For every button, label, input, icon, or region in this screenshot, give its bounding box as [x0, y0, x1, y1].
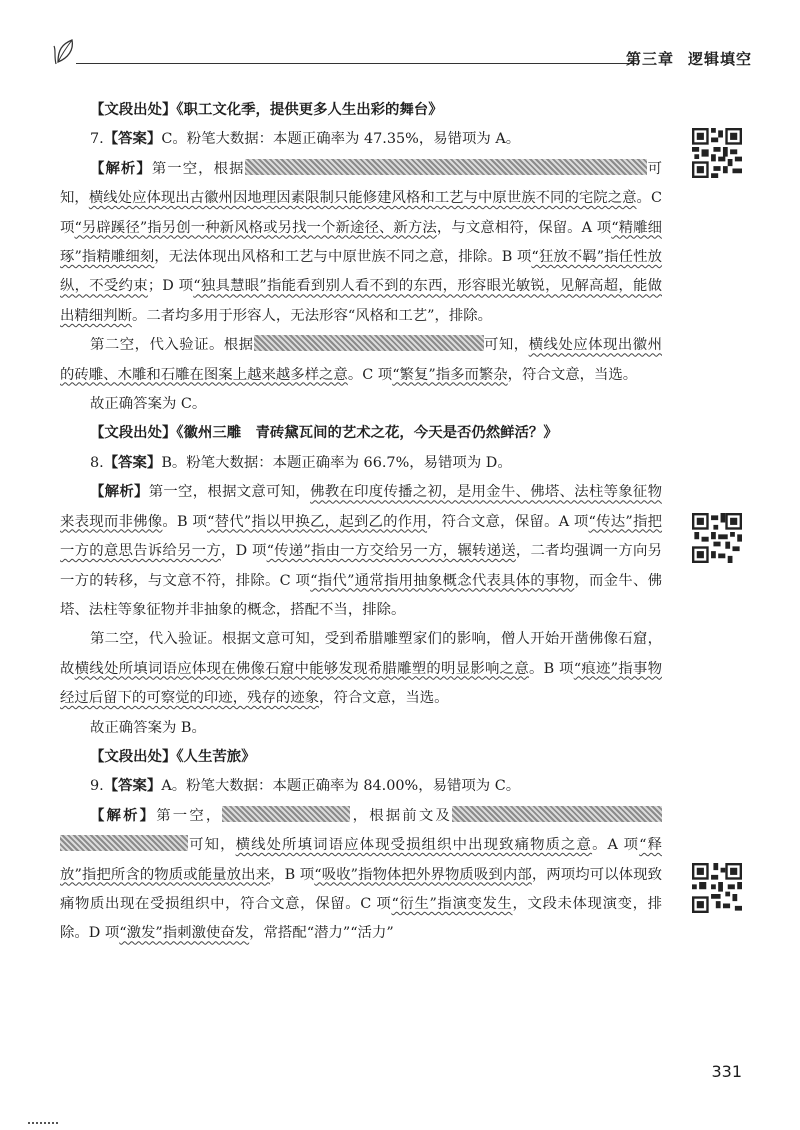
source-line	[60, 96, 662, 125]
key-phrase: “繁复”指多而繁杂	[392, 366, 508, 383]
key-phrase: “精雕细琢”指精雕细刻	[60, 219, 662, 266]
analysis-text: 第二空，代入验证。根据	[90, 337, 254, 354]
answer-line	[60, 125, 662, 154]
conclusion-line: 故正确答案为 C。	[90, 396, 207, 413]
analysis-text: ，符合文意，保留。A 项	[427, 513, 589, 530]
answer-text: B。粉笔大数据：本题正确率为 66.7%，易错项为 D。	[161, 454, 512, 471]
analysis-text: ，D 项	[220, 543, 267, 560]
source-tag: 【文段出处】	[90, 102, 177, 118]
key-phrase: “狂放不羁”指任性放纵，不受约束	[60, 249, 663, 295]
analysis-text: ，无法体现出风格和工艺与中原世族不同之意，排除。B 项	[154, 249, 532, 266]
source-line	[60, 743, 662, 772]
redacted-text	[254, 335, 484, 351]
key-phrase: “吸收”指物体把外界物质吸到内部	[314, 866, 532, 883]
analysis-text: ，根据前文及	[350, 807, 452, 824]
conclusion-line: 故正确答案为 B。	[90, 719, 206, 736]
analysis-text: ，两项均可以体现致痛物质出现在受损组织中，符合文意，保留。C 项	[60, 866, 662, 912]
header-rule	[76, 63, 636, 64]
analysis-text: 第一空，根据文意可知，	[148, 484, 311, 501]
question-number: 7.	[90, 131, 104, 148]
analysis-text: 第二空，代入验证。根据文意可知，受到希腊雕塑家们的影响，僧人开始开凿佛像石窟，故	[60, 631, 662, 677]
answer-tag: 【答案】	[103, 131, 162, 148]
analysis-text: 第一空，	[156, 807, 223, 824]
analysis-text: 。二者均多用于形容人，无法形容“风格和工艺”，排除。	[131, 307, 493, 324]
analysis-paragraph	[60, 802, 662, 949]
analysis-text: ，B 项	[270, 866, 315, 883]
analysis-text: ，与文意相符，保留。A 项	[436, 219, 612, 236]
key-phrase: “独具慧眼”指能看到别人看不到的东西，形容眼光敏锐，见解高超，能做出精细判断	[60, 278, 662, 324]
section-title: 逻辑填空	[687, 50, 752, 68]
analysis-text: ，符合文意，当选。	[319, 690, 449, 707]
analysis-text: 可知，	[60, 160, 662, 207]
redacted-text	[245, 159, 545, 175]
answer-tag: 【答案】	[103, 454, 162, 471]
leaf-icon	[52, 36, 82, 66]
analysis-text: 可知，	[188, 837, 236, 854]
answer-tag: 【答案】	[103, 778, 162, 795]
key-phrase: “传递”指由一方交给另一方，辗转递送	[266, 543, 516, 560]
redacted-text	[452, 806, 662, 822]
analysis-text: ，二者均强调一方向另一方的转移，与文意不符，排除。C 项	[60, 543, 662, 589]
key-phrase: “激发”指刺激使奋发	[119, 925, 250, 942]
key-phrase: “另辟蹊径”指另创一种新风格或另找一个新途径、新方法	[74, 219, 437, 236]
analysis-text: 。A 项	[592, 837, 640, 854]
source-title: 《人生苦旅》	[176, 748, 256, 765]
analysis-tag: 【解析】	[90, 807, 157, 824]
page-header	[52, 34, 752, 74]
analysis-text: 可知，	[483, 337, 529, 354]
redacted-text	[222, 806, 350, 822]
key-phrase: “传达”指把一方的意思告诉给另一方	[60, 513, 663, 560]
analysis-paragraph	[60, 478, 662, 625]
analysis-text: 第一空，根据	[151, 160, 245, 177]
redacted-text	[60, 835, 188, 851]
source-tag: 【文段出处】	[90, 425, 177, 442]
source-title: 《徽州三雕 青砖黛瓦间的艺术之花，今天是否仍然鲜活？》	[176, 425, 558, 442]
analysis-paragraph	[60, 331, 662, 390]
question-number: 9.	[90, 778, 104, 795]
answer-text: A。粉笔大数据：本题正确率为 84.00%，易错项为 C。	[161, 778, 521, 795]
analysis-text: 。B 项	[528, 660, 574, 677]
answer-line	[60, 772, 662, 801]
qr-code-icon[interactable]	[692, 863, 742, 913]
key-phrase: 横线处所填词语应体现受损组织中出现致痛物质之意	[235, 837, 593, 854]
key-phrase: “指代”通常指用抽象概念代表具体的事物	[310, 572, 575, 589]
analysis-tag: 【解析】	[90, 160, 152, 177]
chapter-title	[612, 48, 752, 69]
key-phrase: “衍生”指演变发生	[391, 895, 513, 912]
chapter-number: 第三章	[625, 50, 674, 68]
footer-mark	[28, 1122, 58, 1127]
answer-text: C。粉笔大数据：本题正确率为 47.35%，易错项为 A。	[161, 131, 521, 148]
analysis-text: 。B 项	[162, 513, 208, 530]
key-phrase: 横线处应体现出古徽州因地理因素限制只能修建风格和工艺与中原世族不同的宅院之意	[88, 190, 637, 207]
page-number: 331	[711, 1062, 742, 1081]
analysis-tag: 【解析】	[90, 484, 149, 501]
source-tag: 【文段出处】	[90, 748, 177, 765]
analysis-text: ，而金牛、佛塔、法柱等象征物并非抽象的概念，搭配不当，排除。	[60, 572, 662, 618]
qr-code-icon[interactable]	[692, 513, 742, 563]
analysis-text: 。C 项	[347, 366, 393, 383]
key-phrase: “释放”指把所含的物质或能量放出来	[60, 837, 662, 883]
question-number: 8.	[90, 454, 104, 471]
key-phrase: “替代”指以甲换乙，起到乙的作用	[207, 513, 428, 530]
key-phrase: 佛教在印度传播之初，是用金牛、佛塔、法柱等象征物来表现而非佛像	[60, 484, 662, 530]
page-body	[60, 96, 662, 949]
analysis-text: ；D 项	[147, 278, 194, 295]
analysis-text: 。C 项	[60, 190, 662, 236]
source-line	[60, 419, 662, 448]
analysis-paragraph	[60, 155, 662, 331]
analysis-text: ，符合文意，当选。	[507, 366, 638, 383]
qr-code-icon[interactable]	[692, 128, 742, 178]
analysis-paragraph	[60, 625, 662, 713]
analysis-text: ，常搭配“潜力”“活力”	[249, 925, 394, 942]
source-title: 《职工文化季，提供更多人生出彩的舞台》	[176, 102, 443, 118]
redacted-text	[545, 159, 647, 175]
analysis-text: ，文段未体现演变，排除。D 项	[60, 895, 662, 942]
answer-line	[60, 449, 662, 478]
key-phrase: 横线处应体现出徽州的砖雕、木雕和石雕在图案上越来越多样之意	[60, 337, 662, 383]
key-phrase: 横线处所填词语应体现在佛像石窟中能够发现希腊雕塑的明显影响之意	[74, 660, 529, 677]
key-phrase: “痕迹”指事物经过后留下的可察觉的印迹，残存的迹象	[60, 660, 662, 707]
